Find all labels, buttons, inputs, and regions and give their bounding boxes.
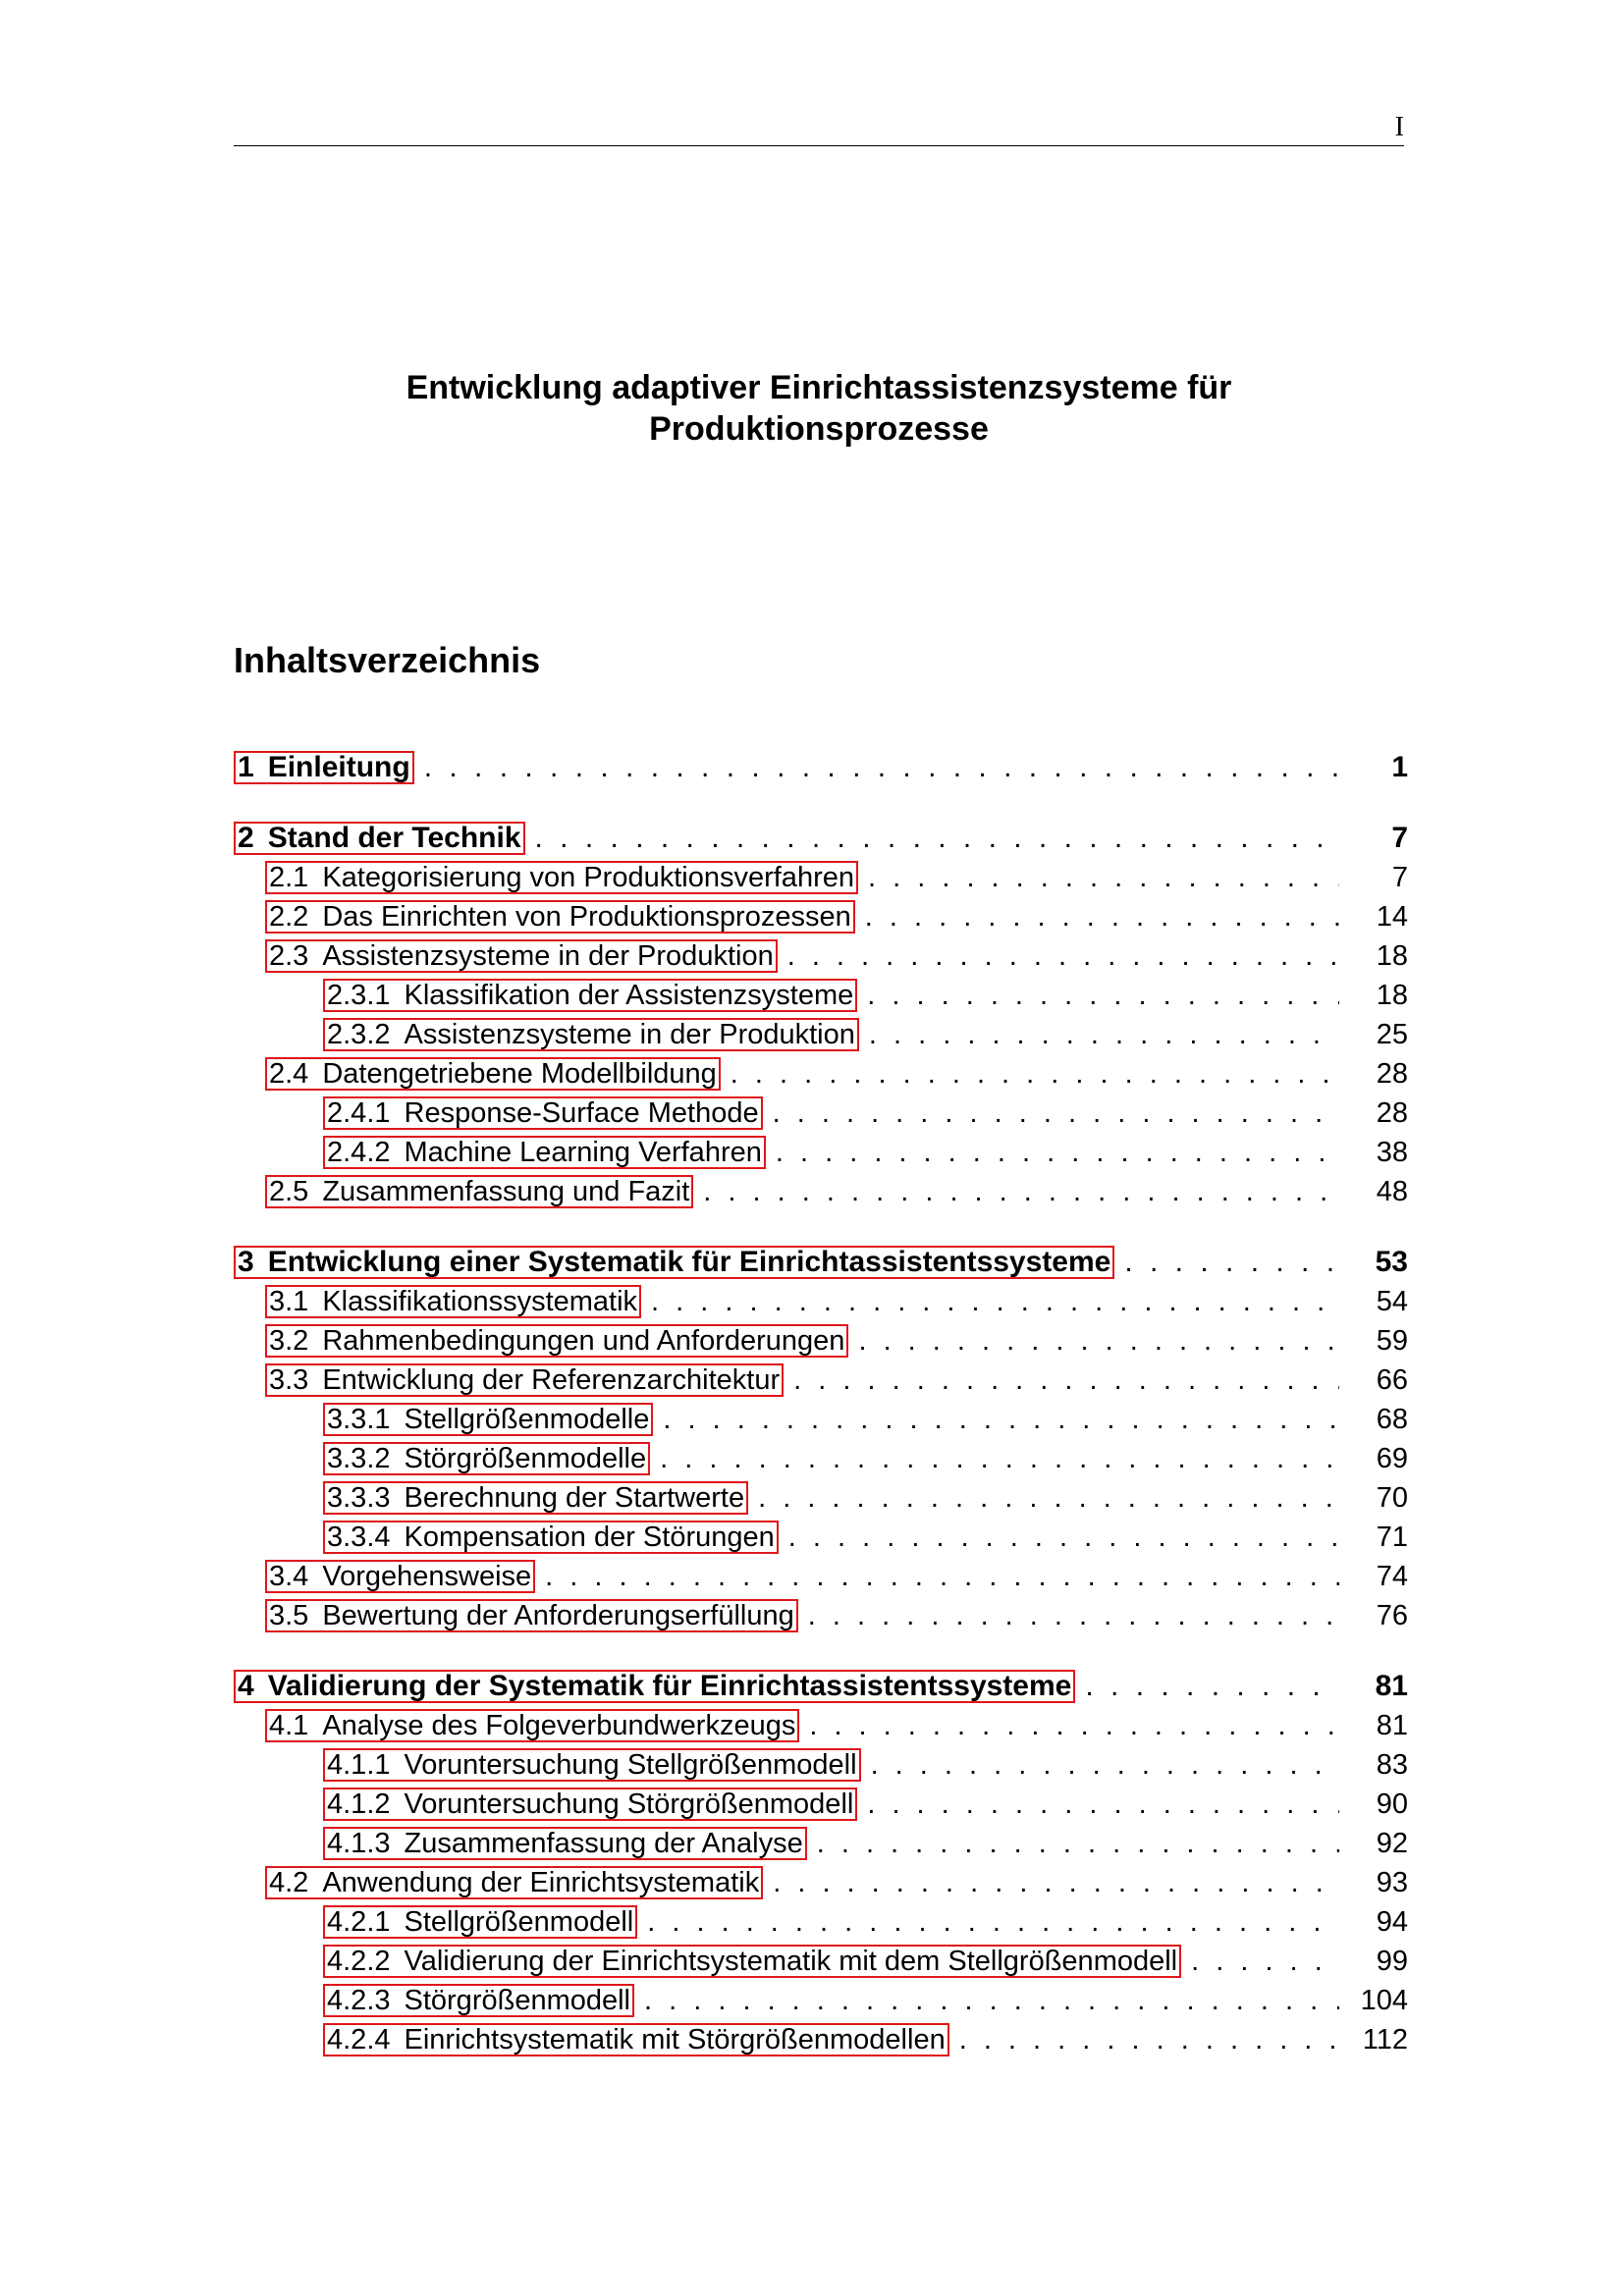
toc-entry [323, 1747, 1408, 1783]
toc-entry-number: 3.3.3 [327, 1482, 391, 1514]
toc-entry-page: 99 [1376, 1945, 1408, 1977]
toc-entry-page: 93 [1376, 1866, 1408, 1898]
toc-leader-dots [763, 1097, 1339, 1130]
toc-entry-number: 3.1 [269, 1286, 309, 1317]
toc-entry [265, 1174, 1408, 1209]
toc-entry [265, 1865, 1408, 1900]
toc-entry-page: 28 [1376, 1096, 1408, 1129]
toc-leader-dots [798, 1600, 1339, 1632]
toc-link[interactable] [323, 1905, 637, 1939]
toc-entry-page: 53 [1375, 1246, 1408, 1278]
toc-entry-number: 4 [238, 1670, 254, 1702]
toc-entry-number: 2.2 [269, 901, 309, 933]
toc-leader-dots [861, 1749, 1339, 1782]
toc-entry-number: 4.1.3 [327, 1828, 391, 1859]
toc-entry [234, 1245, 1408, 1280]
toc-leader-dots [634, 1985, 1339, 2017]
toc-entry-page: 18 [1376, 979, 1408, 1011]
toc-entry-page: 14 [1376, 900, 1408, 933]
toc-link[interactable] [323, 1442, 650, 1475]
toc-leader-dots [779, 1522, 1339, 1554]
toc-link[interactable] [265, 861, 858, 894]
toc-entry-title: Machine Learning Verfahren [404, 1137, 762, 1168]
toc-entry-page: 38 [1376, 1136, 1408, 1168]
toc-entry [323, 1402, 1408, 1437]
toc-entry-title: Assistenzsysteme in der Produktion [322, 940, 774, 972]
toc-entry-page: 92 [1376, 1827, 1408, 1859]
toc-entry [323, 1441, 1408, 1476]
toc-leader-dots [848, 1325, 1339, 1358]
toc-link[interactable] [323, 1788, 857, 1821]
toc-entry-page: 69 [1376, 1442, 1408, 1474]
toc-entry-title: Validierung der Einrichtsystematik mit dem Stellgrößenmodell [404, 1946, 1178, 1977]
toc-leader-dots [784, 1364, 1339, 1397]
toc-link[interactable] [234, 751, 414, 784]
toc-entry-title: Rahmenbedingungen und Anforderungen [322, 1325, 845, 1357]
toc-entry-title: Voruntersuchung Stellgrößenmodell [404, 1749, 857, 1781]
toc-link[interactable] [323, 979, 857, 1012]
toc-entry-page: 59 [1376, 1324, 1408, 1357]
toc-leader-dots [414, 751, 1339, 784]
toc-entry [265, 899, 1408, 934]
toc-leader-dots [637, 1906, 1339, 1939]
toc-link[interactable] [323, 1827, 807, 1860]
toc-entry-number: 2.4 [269, 1058, 309, 1090]
toc-entry-title: Einleitung [267, 751, 410, 783]
toc-entry [265, 1323, 1408, 1359]
toc-entry-number: 2.1 [269, 862, 309, 893]
toc-link[interactable] [323, 1945, 1181, 1978]
toc-link[interactable] [234, 1246, 1114, 1279]
toc-entry [265, 1559, 1408, 1594]
toc-entry-title: Stand der Technik [267, 822, 521, 854]
toc-link[interactable] [234, 1670, 1075, 1703]
toc-entry-number: 4.1 [269, 1710, 309, 1741]
toc-entry-page: 112 [1362, 2023, 1408, 2056]
toc-entry-page: 7 [1391, 861, 1408, 893]
toc-entry-page: 66 [1376, 1363, 1408, 1396]
toc-entry-title: Analyse des Folgeverbundwerkzeugs [322, 1710, 796, 1741]
toc-entry-number: 4.1.2 [327, 1789, 391, 1820]
toc-link[interactable] [323, 1748, 861, 1782]
toc-leader-dots [799, 1710, 1339, 1742]
toc-entry-number: 3.3.2 [327, 1443, 391, 1474]
toc-link[interactable] [323, 1481, 748, 1515]
toc-entry [323, 1983, 1408, 2018]
toc-entry [265, 938, 1408, 974]
toc-entry [265, 1362, 1408, 1398]
toc-entry-number: 2.3.2 [327, 1019, 391, 1050]
toc-entry [323, 1017, 1408, 1052]
toc-entry-title: Validierung der Systematik für Einrichtassistentssysteme [267, 1670, 1072, 1702]
toc-entry-title: Zusammenfassung der Analyse [404, 1828, 803, 1859]
toc-entry-title: Kategorisierung von Produktionsverfahren [322, 862, 854, 893]
toc-leader-dots [1114, 1246, 1339, 1279]
toc-link[interactable] [323, 1984, 634, 2017]
toc-entry-title: Stellgrößenmodell [404, 1906, 634, 1938]
page-number: I [1394, 112, 1404, 142]
toc-entry-title: Störgrößenmodelle [404, 1443, 647, 1474]
toc-entry [323, 1095, 1408, 1131]
toc-link[interactable] [265, 1175, 693, 1208]
toc-entry-number: 2.4.1 [327, 1097, 391, 1129]
toc-leader-dots [949, 2024, 1339, 2056]
toc-entry [323, 978, 1408, 1013]
toc-entry-title: Assistenzsysteme in der Produktion [404, 1019, 855, 1050]
toc-link[interactable] [265, 1709, 799, 1742]
toc-entry-title: Einrichtsystematik mit Störgrößenmodellen [404, 2024, 946, 2056]
toc-leader-dots [857, 1789, 1339, 1821]
toc-entry [323, 1520, 1408, 1555]
toc-leader-dots [650, 1443, 1339, 1475]
toc-entry-number: 3.2 [269, 1325, 309, 1357]
toc-entry-title: Klassifikation der Assistenzsysteme [404, 980, 854, 1011]
toc-link[interactable] [265, 1599, 798, 1632]
toc-entry-number: 2.5 [269, 1176, 309, 1207]
toc-entry-page: 71 [1376, 1521, 1408, 1553]
toc-link[interactable] [323, 2023, 949, 2056]
toc-leader-dots [858, 862, 1339, 894]
toc-leader-dots [721, 1058, 1339, 1091]
toc-entry-page: 81 [1376, 1709, 1408, 1741]
toc-entry-title: Voruntersuchung Störgrößenmodell [404, 1789, 854, 1820]
toc-link[interactable] [323, 1018, 859, 1051]
toc-entry-number: 3.5 [269, 1600, 309, 1631]
toc-leader-dots [653, 1404, 1339, 1436]
toc-link[interactable] [323, 1521, 779, 1554]
toc-entry-page: 1 [1391, 751, 1408, 783]
toc-entry-page: 28 [1376, 1057, 1408, 1090]
toc-entry-title: Anwendung der Einrichtsystematik [322, 1867, 760, 1898]
toc-entry-page: 74 [1376, 1560, 1408, 1592]
toc-link[interactable] [323, 1096, 763, 1130]
toc-entry-page: 54 [1376, 1285, 1408, 1317]
toc-leader-dots [807, 1828, 1339, 1860]
toc-entry-page: 70 [1376, 1481, 1408, 1514]
toc-entry-title: Response-Surface Methode [404, 1097, 759, 1129]
toc-entry-page: 83 [1376, 1748, 1408, 1781]
toc-entry [265, 1598, 1408, 1633]
toc-entry [265, 1056, 1408, 1092]
toc-entry [323, 1904, 1408, 1940]
toc-entry [234, 821, 1408, 856]
toc-heading: Inhaltsverzeichnis [234, 640, 541, 680]
toc-entry [265, 1708, 1408, 1743]
toc-entry-number: 2.4.2 [327, 1137, 391, 1168]
toc-entry-title: Stellgrößenmodelle [404, 1404, 650, 1435]
toc-entry-number: 2.3.1 [327, 980, 391, 1011]
toc-entry-page: 94 [1376, 1905, 1408, 1938]
toc-entry-title: Zusammenfassung und Fazit [322, 1176, 690, 1207]
toc-entry-title: Datengetriebene Modellbildung [322, 1058, 717, 1090]
toc-entry-title: Vorgehensweise [322, 1561, 532, 1592]
toc-leader-dots [763, 1867, 1339, 1899]
title-line-2: Produktionsprozesse [649, 410, 989, 448]
toc-entry-page: 68 [1376, 1403, 1408, 1435]
toc-entry-title: Das Einrichten von Produktionsprozessen [322, 901, 851, 933]
toc-leader-dots [525, 822, 1339, 855]
toc-link[interactable] [323, 1136, 766, 1169]
toc-entry-number: 2 [238, 822, 254, 854]
toc-entry-title: Störgrößenmodell [404, 1985, 630, 2016]
toc-link[interactable] [265, 1057, 721, 1091]
toc-entry-title: Entwicklung einer Systematik für Einrichtassistentssysteme [267, 1246, 1111, 1278]
toc-entry-number: 4.2.3 [327, 1985, 391, 2016]
toc-entry-number: 3.3 [269, 1364, 309, 1396]
toc-leader-dots [857, 980, 1339, 1012]
toc-entry-number: 3.3.1 [327, 1404, 391, 1435]
toc-leader-dots [693, 1176, 1339, 1208]
toc-entry-number: 3 [238, 1246, 254, 1278]
toc-entry [265, 860, 1408, 895]
toc-entry-number: 4.2.4 [327, 2024, 391, 2056]
toc-entry-number: 3.4 [269, 1561, 309, 1592]
title-line-1: Entwicklung adaptiver Einrichtassistenzsysteme für [406, 369, 1232, 406]
toc-link[interactable] [265, 1324, 848, 1358]
toc-link[interactable] [265, 939, 778, 973]
toc-entry-number: 4.1.1 [327, 1749, 391, 1781]
toc-entry-title: Klassifikationssystematik [322, 1286, 638, 1317]
toc-entry-number: 4.2.1 [327, 1906, 391, 1938]
toc-entry-page: 7 [1391, 822, 1408, 854]
toc-entry [323, 1480, 1408, 1516]
toc-entry-number: 4.2.2 [327, 1946, 391, 1977]
toc-entry [323, 1944, 1408, 1979]
toc-leader-dots [748, 1482, 1339, 1515]
toc-entry [265, 1284, 1408, 1319]
toc-link[interactable] [265, 1285, 641, 1318]
toc-entry [323, 1787, 1408, 1822]
toc-entry [323, 1826, 1408, 1861]
toc-entry-title: Berechnung der Startwerte [404, 1482, 745, 1514]
toc-entry [323, 1135, 1408, 1170]
toc-leader-dots [641, 1286, 1339, 1318]
toc-link[interactable] [323, 1403, 653, 1436]
toc-entry-page: 90 [1376, 1788, 1408, 1820]
toc-leader-dots [1181, 1946, 1339, 1978]
toc-entry-title: Bewertung der Anforderungserfüllung [322, 1600, 794, 1631]
toc-link[interactable] [265, 1866, 763, 1899]
toc-leader-dots [1075, 1670, 1339, 1703]
toc-leader-dots [859, 1019, 1339, 1051]
toc-leader-dots [778, 940, 1339, 973]
toc-leader-dots [855, 901, 1339, 934]
toc-leader-dots [535, 1561, 1339, 1593]
toc-entry-page: 81 [1375, 1670, 1408, 1702]
toc-entry-page: 104 [1360, 1984, 1408, 2016]
toc-link[interactable] [234, 822, 525, 855]
toc-entry [234, 750, 1408, 785]
toc-entry-page: 25 [1376, 1018, 1408, 1050]
toc-leader-dots [766, 1137, 1339, 1169]
toc-entry-title: Entwicklung der Referenzarchitektur [322, 1364, 781, 1396]
toc-entry-number: 2.3 [269, 940, 309, 972]
toc-entry-page: 48 [1376, 1175, 1408, 1207]
toc-entry [323, 2022, 1408, 2057]
toc-entry-title: Kompensation der Störungen [404, 1522, 775, 1553]
toc-link[interactable] [265, 900, 855, 934]
toc-link[interactable] [265, 1560, 535, 1593]
toc-link[interactable] [265, 1363, 784, 1397]
toc-entry-page: 18 [1376, 939, 1408, 972]
toc-entry [234, 1669, 1408, 1704]
toc-entry-number: 4.2 [269, 1867, 309, 1898]
toc-entry-page: 76 [1376, 1599, 1408, 1631]
toc-entry-number: 3.3.4 [327, 1522, 391, 1553]
toc-entry-number: 1 [238, 751, 254, 783]
